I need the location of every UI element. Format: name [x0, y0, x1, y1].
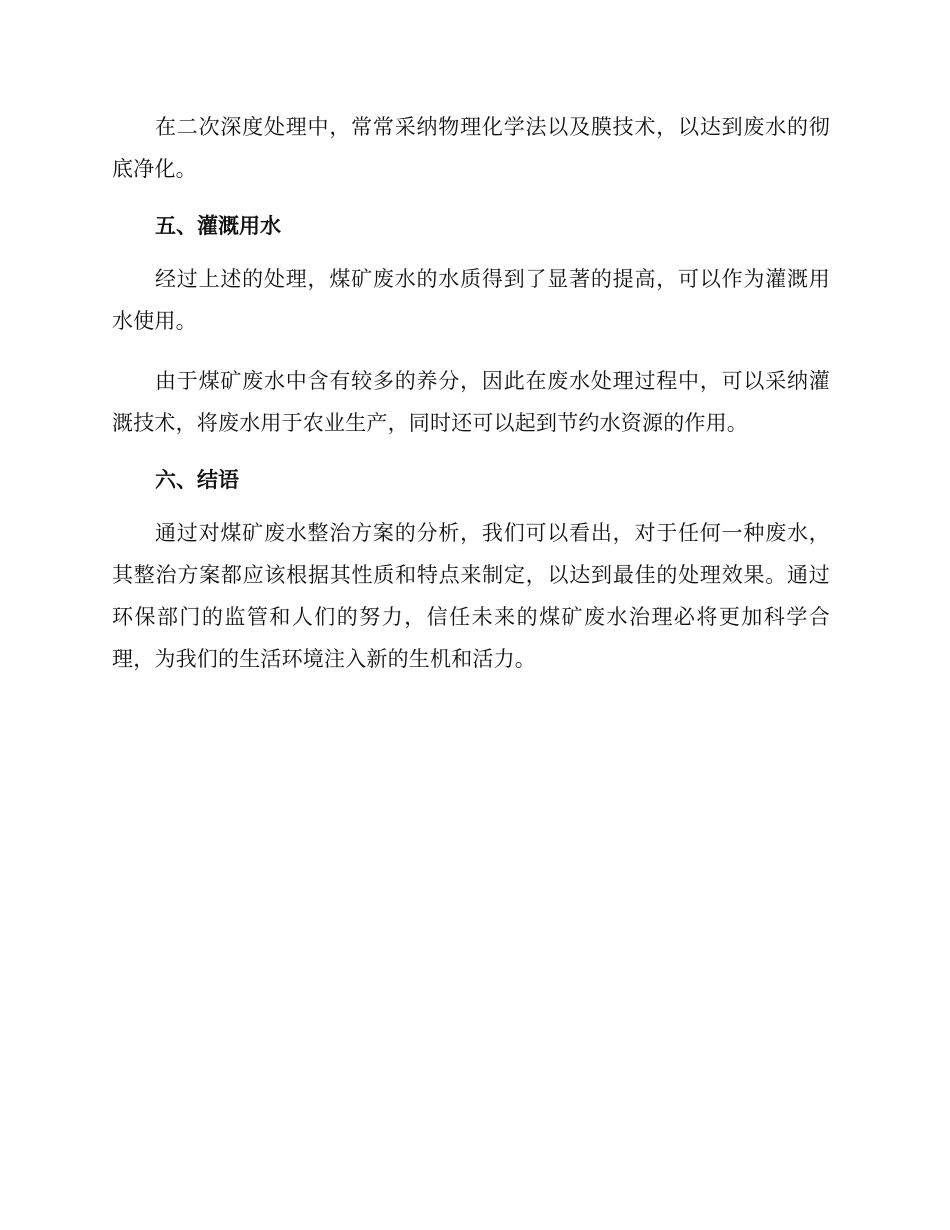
paragraph-irrigation-use: 经过上述的处理，煤矿废水的水质得到了显著的提高，可以作为灌溉用水使用。 — [112, 267, 830, 333]
paragraph-deep-treatment: 在二次深度处理中，常常采纳物理化学法以及膜技术，以达到废水的彻底净化。 — [112, 115, 830, 181]
paragraph-conclusion: 通过对煤矿废水整治方案的分析，我们可以看出，对于任何一种废水，其整治方案都应该根据其性质和特点来制定，以达到最佳的处理效果。通过环保部门的监管和人们的努力，信任未来的煤矿废水治理必将更加科学合理，为我们的生活环境注入新的生机和活力。 — [112, 521, 830, 671]
paragraph-irrigation-technique: 由于煤矿废水中含有较多的养分，因此在废水处理过程中，可以采纳灌溉技术，将废水用于农业生产，同时还可以起到节约水资源的作用。 — [112, 369, 830, 435]
section-heading-irrigation: 五、灌溉用水 — [155, 214, 281, 238]
document-page — [112, 106, 830, 698]
section-heading-conclusion: 六、结语 — [155, 468, 239, 492]
